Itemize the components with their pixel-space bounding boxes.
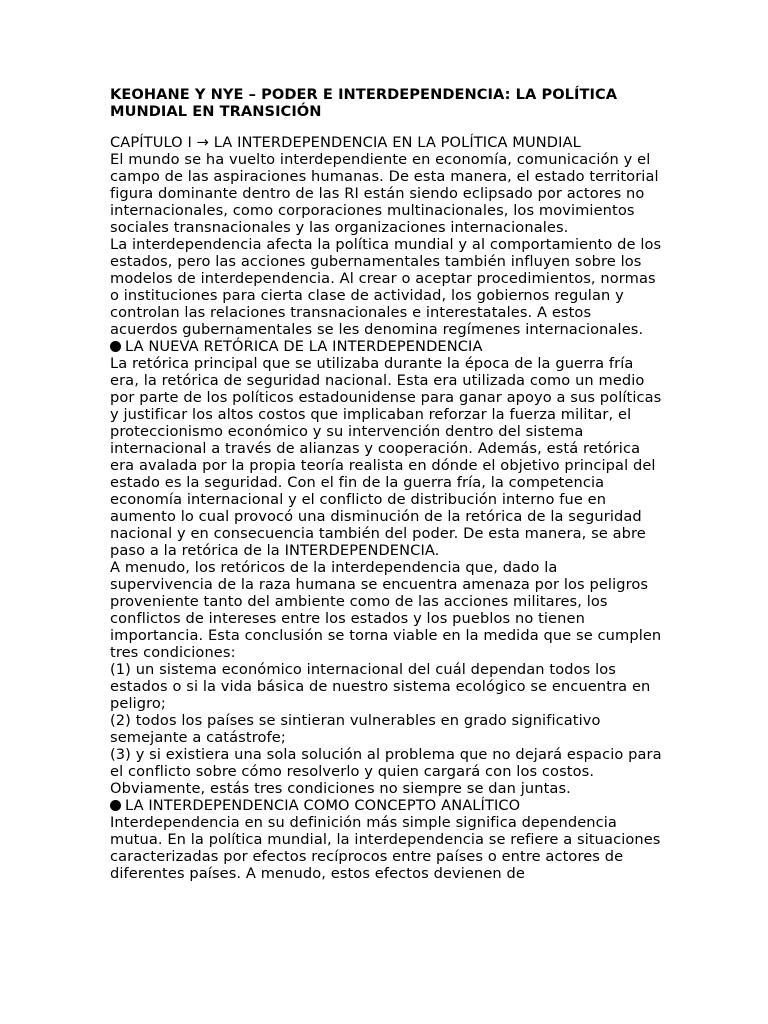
paragraph: (3) y si existiera una sola solución al problema que no dejará espacio para el conflicto sobre cómo resolverlo y quien cargará con los costos. <box>110 746 662 780</box>
bullet-icon <box>110 341 121 352</box>
paragraph: (1) un sistema económico internacional del cuál dependan todos los estados o si la vida básica de nuestro sistema ecológico se encuentra en peligro; <box>110 661 651 712</box>
document-page <box>110 86 662 882</box>
bullet-icon <box>110 800 121 811</box>
document-title: KEOHANE Y NYE – PODER E INTERDEPENDENCIA: LA POLÍTICA MUNDIAL EN TRANSICIÓN <box>110 86 618 120</box>
section-heading <box>110 797 662 814</box>
paragraph: La interdependencia afecta la política mundial y al comportamiento de los estados, pero las acciones gubernamentales también influyen sobre los modelos de interdependencia. Al crear o aceptar procedimientos, normas o instituciones para cierta clase de actividad, los gobiernos regulan y controlan las relaciones transnacionales e interestatales. A estos acuerdos gubernamentales se les denomina regímenes internacionales. <box>110 236 662 338</box>
paragraph: (2) todos los países se sintieran vulnerables en grado significativo semejante a catástrofe; <box>110 712 601 746</box>
section-heading-text: LA NUEVA RETÓRICA DE LA INTERDEPENDENCIA <box>125 338 483 355</box>
chapter-heading: CAPÍTULO I → LA INTERDEPENDENCIA EN LA POLÍTICA MUNDIAL <box>110 134 581 151</box>
section-heading-text: LA INTERDEPENDENCIA COMO CONCEPTO ANALÍTICO <box>125 797 521 814</box>
document-body <box>110 134 662 882</box>
paragraph: Obviamente, estás tres condiciones no siempre se dan juntas. <box>110 780 571 797</box>
section-heading <box>110 338 662 355</box>
paragraph: La retórica principal que se utilizaba durante la época de la guerra fría era, la retórica de seguridad nacional. Esta era utilizada como un medio por parte de los políticos estadounidense para ganar apoyo a sus políticas y justificar los altos costos que implicaban reforzar la fuerza militar, el proteccionismo económico y su intervención dentro del sistema internacional a través de alianzas y cooperación. Además, está retórica era avalada por la propia teoría realista en dónde el objetivo principal del estado es la seguridad. Con el fin de la guerra fría, la competencia economía internacional y el conflicto de distribución interno fue en aumento lo cual provocó una disminución de la retórica de la seguridad nacional y en consecuencia también del poder. De esta manera, se abre paso a la retórica de la INTERDEPENDENCIA. <box>110 355 662 559</box>
paragraph: El mundo se ha vuelto interdependiente en economía, comunicación y el campo de las aspiraciones humanas. De esta manera, el estado territorial figura dominante dentro de las RI están siendo eclipsado por actores no internacionales, como corporaciones multinacionales, los movimientos sociales transnacionales y las organizaciones internacionales. <box>110 151 659 236</box>
paragraph: Interdependencia en su definición más simple significa dependencia mutua. En la política mundial, la interdependencia se refiere a situaciones caracterizadas por efectos recíprocos entre países o entre actores de diferentes países. A menudo, estos efectos devienen de <box>110 814 661 882</box>
paragraph: A menudo, los retóricos de la interdependencia que, dado la supervivencia de la raza humana se encuentra amenaza por los peligros proveniente tanto del ambiente como de las acciones militares, los conflictos de intereses entre los estados y los pueblos no tienen importancia. Esta conclusión se torna viable en la medida que se cumplen tres condiciones: <box>110 559 662 661</box>
